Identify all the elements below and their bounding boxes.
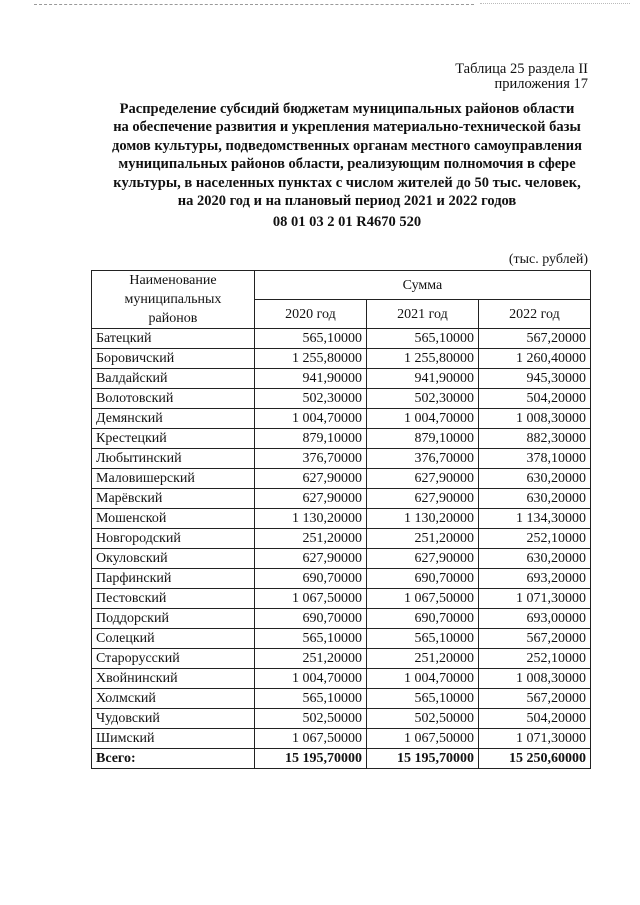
column-header-sum: Сумма — [254, 271, 590, 300]
value-2020-cell: 1 067,50000 — [254, 729, 366, 749]
table-row — [92, 489, 591, 509]
subsidy-table — [91, 270, 591, 769]
value-2022-cell: 693,20000 — [478, 569, 590, 589]
district-name-cell: Крестецкий — [92, 429, 255, 449]
value-2022-cell: 945,30000 — [478, 369, 590, 389]
value-2022-cell: 567,20000 — [478, 689, 590, 709]
column-header-name — [92, 271, 255, 329]
value-2020-cell: 251,20000 — [254, 529, 366, 549]
value-2021-cell: 565,10000 — [366, 629, 478, 649]
table-ref-line: Таблица 25 раздела II — [455, 61, 588, 77]
value-2021-cell: 941,90000 — [366, 369, 478, 389]
district-name-cell: Демянский — [92, 409, 255, 429]
table-row — [92, 649, 591, 669]
value-2020-cell: 565,10000 — [254, 629, 366, 649]
value-2020-cell: 1 004,70000 — [254, 409, 366, 429]
table-row — [92, 369, 591, 389]
value-2020-cell: 502,50000 — [254, 709, 366, 729]
value-2022-cell: 1 008,30000 — [478, 669, 590, 689]
value-2022-cell: 882,30000 — [478, 429, 590, 449]
column-header-year: 2021 год — [366, 300, 478, 329]
value-2020-cell: 879,10000 — [254, 429, 366, 449]
district-name-cell: Хвойнинский — [92, 669, 255, 689]
district-name-cell: Старорусский — [92, 649, 255, 669]
table-row — [92, 329, 591, 349]
table-row — [92, 529, 591, 549]
value-2020-cell: 251,20000 — [254, 649, 366, 669]
value-2021-cell: 1 067,50000 — [366, 589, 478, 609]
column-header-name-line: Наименование — [129, 273, 217, 288]
value-2020-cell: 690,70000 — [254, 609, 366, 629]
value-2021-cell: 251,20000 — [366, 529, 478, 549]
value-2021-cell: 1 130,20000 — [366, 509, 478, 529]
value-2022-cell: 693,00000 — [478, 609, 590, 629]
value-2022-cell: 1 134,30000 — [478, 509, 590, 529]
value-2020-cell: 376,70000 — [254, 449, 366, 469]
value-2022-cell: 15 250,60000 — [478, 749, 590, 769]
value-2022-cell: 504,20000 — [478, 709, 590, 729]
title-line: муниципальных районов области, реализующим полномочия в сфере — [118, 156, 576, 173]
district-name-cell: Любытинский — [92, 449, 255, 469]
value-2020-cell: 1 255,80000 — [254, 349, 366, 369]
value-2021-cell: 627,90000 — [366, 489, 478, 509]
table-row — [92, 669, 591, 689]
document-title — [92, 100, 602, 210]
table-row — [92, 729, 591, 749]
district-name-cell: Пестовский — [92, 589, 255, 609]
value-2021-cell: 251,20000 — [366, 649, 478, 669]
value-2021-cell: 565,10000 — [366, 329, 478, 349]
value-2022-cell: 378,10000 — [478, 449, 590, 469]
scan-top-edge-dots — [480, 3, 630, 4]
table-total-row — [92, 749, 591, 769]
table-row — [92, 569, 591, 589]
value-2020-cell: 502,30000 — [254, 389, 366, 409]
table-row — [92, 589, 591, 609]
district-name-cell: Маловишерский — [92, 469, 255, 489]
value-2021-cell: 690,70000 — [366, 609, 478, 629]
budget-classification-code: 08 01 03 2 01 R4670 520 — [272, 214, 422, 230]
table-row — [92, 349, 591, 369]
value-2021-cell: 1 255,80000 — [366, 349, 478, 369]
district-name-cell: Марёвский — [92, 489, 255, 509]
table-header-row — [92, 271, 591, 300]
table-row — [92, 389, 591, 409]
district-name-cell: Мошенской — [92, 509, 255, 529]
column-header-name-line: муниципальных — [124, 292, 222, 307]
value-2020-cell: 627,90000 — [254, 489, 366, 509]
value-2021-cell: 502,30000 — [366, 389, 478, 409]
column-header-name-line: районов — [148, 311, 198, 326]
value-2022-cell: 630,20000 — [478, 469, 590, 489]
table-row — [92, 609, 591, 629]
value-2021-cell: 627,90000 — [366, 469, 478, 489]
units-label: (тыс. рублей) — [508, 252, 588, 267]
table-reference — [455, 62, 588, 92]
value-2020-cell: 15 195,70000 — [254, 749, 366, 769]
value-2020-cell: 690,70000 — [254, 569, 366, 589]
district-name-cell: Батецкий — [92, 329, 255, 349]
district-name-cell: Боровичский — [92, 349, 255, 369]
value-2020-cell: 941,90000 — [254, 369, 366, 389]
value-2020-cell: 1 067,50000 — [254, 589, 366, 609]
table-row — [92, 409, 591, 429]
value-2021-cell: 1 004,70000 — [366, 409, 478, 429]
district-name-cell: Солецкий — [92, 629, 255, 649]
value-2022-cell: 1 071,30000 — [478, 729, 590, 749]
title-line: Распределение субсидий бюджетам муниципальных районов области — [119, 101, 575, 117]
value-2022-cell: 252,10000 — [478, 529, 590, 549]
table-row — [92, 509, 591, 529]
value-2022-cell: 1 008,30000 — [478, 409, 590, 429]
value-2021-cell: 879,10000 — [366, 429, 478, 449]
scan-top-edge-line — [34, 4, 474, 5]
value-2021-cell: 1 067,50000 — [366, 729, 478, 749]
value-2021-cell: 627,90000 — [366, 549, 478, 569]
value-2022-cell: 1 260,40000 — [478, 349, 590, 369]
title-line: культуры, в населенных пунктах с числом жителей до 50 тыс. человек, — [113, 174, 581, 191]
value-2020-cell: 565,10000 — [254, 689, 366, 709]
table-row — [92, 629, 591, 649]
value-2021-cell: 502,50000 — [366, 709, 478, 729]
table-row — [92, 709, 591, 729]
title-line: домов культуры, подведомственных органам местного самоуправления — [112, 137, 582, 154]
value-2021-cell: 1 004,70000 — [366, 669, 478, 689]
value-2020-cell: 627,90000 — [254, 549, 366, 569]
title-line: на 2020 год и на плановый период 2021 и 2022 годов — [177, 193, 517, 210]
value-2022-cell: 567,20000 — [478, 329, 590, 349]
value-2022-cell: 252,10000 — [478, 649, 590, 669]
district-name-cell: Окуловский — [92, 549, 255, 569]
table-row — [92, 469, 591, 489]
district-name-cell: Парфинский — [92, 569, 255, 589]
table-row — [92, 689, 591, 709]
table-row — [92, 549, 591, 569]
value-2020-cell: 565,10000 — [254, 329, 366, 349]
value-2021-cell: 376,70000 — [366, 449, 478, 469]
title-line: на обеспечение развития и укрепления материально-технической базы — [113, 119, 581, 136]
value-2022-cell: 630,20000 — [478, 549, 590, 569]
column-header-year: 2020 год — [254, 300, 366, 329]
value-2022-cell: 1 071,30000 — [478, 589, 590, 609]
table-body — [92, 329, 591, 769]
value-2022-cell: 504,20000 — [478, 389, 590, 409]
district-name-cell: Валдайский — [92, 369, 255, 389]
table-row — [92, 449, 591, 469]
column-header-year: 2022 год — [478, 300, 590, 329]
value-2020-cell: 627,90000 — [254, 469, 366, 489]
value-2022-cell: 567,20000 — [478, 629, 590, 649]
district-name-cell: Новгородский — [92, 529, 255, 549]
value-2022-cell: 630,20000 — [478, 489, 590, 509]
district-name-cell: Шимский — [92, 729, 255, 749]
table-row — [92, 429, 591, 449]
district-name-cell: Волотовский — [92, 389, 255, 409]
value-2021-cell: 690,70000 — [366, 569, 478, 589]
appendix-ref-line: приложения 17 — [494, 76, 588, 92]
value-2020-cell: 1 130,20000 — [254, 509, 366, 529]
total-label-cell: Всего: — [92, 749, 255, 769]
district-name-cell: Холмский — [92, 689, 255, 709]
value-2021-cell: 15 195,70000 — [366, 749, 478, 769]
value-2021-cell: 565,10000 — [366, 689, 478, 709]
district-name-cell: Чудовский — [92, 709, 255, 729]
value-2020-cell: 1 004,70000 — [254, 669, 366, 689]
district-name-cell: Поддорский — [92, 609, 255, 629]
